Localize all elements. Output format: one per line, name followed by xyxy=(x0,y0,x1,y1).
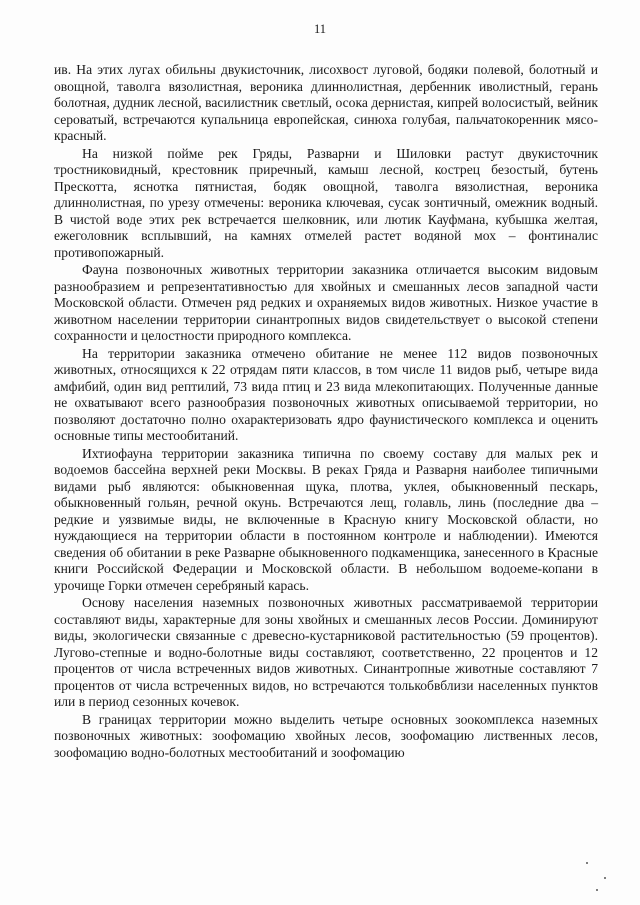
paragraph-3: Фауна позвоночных животных территории заказника отличается высоким видовым разнообразием и репрезентативностью для хвойных и смешанных лесов западной части Московской области. Отмечен ряд редких и охраняемых видов животных. Низкое участие в животном населении территории синантропных видов свидетельствует о высокой степени сохранности и целостности природного комплекса. xyxy=(54,262,598,343)
paragraph-7: В границах территории можно выделить четыре основных зоокомплекса наземных позвоночных животных: зоофомацию хвойных лесов, зоофомацию лиственных лесов, зоофомацию водно-болотных местообитаний и зоофомацию xyxy=(54,711,598,760)
paragraph-6: Основу населения наземных позвоночных животных рассматриваемой территории составляют виды, характерные для зоны хвойных и смешанных лесов России. Доминируют виды, экологически связанные с древесно-кустарниковой растительностью (59 процентов). Лугово-степные и водно-болотные виды составляют, соответственно, 22 процентов и 12 процентов от числа встреченных видов животных. Синантропные животные составляют 7 процентов от числа встреченных видов, но встречаются толькобвблизи населенных пунктов или в период сезонных кочевок. xyxy=(54,595,598,709)
paragraph-1: ив. На этих лугах обильны двукисточник, лисохвост луговой, бодяки полевой, болотный и овощной, таволга вязолистная, вероника длиннолистная, дербенник иволистный, герань болотная, дудник лесной, василистник светлый, осока дернистая, кипрей волосистый, вейник сероватый, встречаются купальница европейская, синюха голубая, пальчатокоренник мясо-красный. xyxy=(54,62,598,143)
paragraph-4: На территории заказника отмечено обитание не менее 112 видов позвоночных животных, относящихся к 22 отрядам пяти классов, в том числе 11 видов рыб, четыре вида амфибий, один вид рептилий, 73 вида птиц и 23 вида млекопитающих. Полученные данные не охватывают всего разнообразия позвоночных животных описываемой территории, но позволяют достаточно полно охарактеризовать ядро фаунистического комплекса и оценить основные типы местообитаний. xyxy=(54,345,598,443)
scan-speck xyxy=(596,889,598,891)
paragraph-2: На низкой пойме рек Гряды, Разварни и Шиловки растут двукисточник тростниковидный, крестовник приречный, камыш лесной, кострец безостый, бутень Прескотта, яснотка пятнистая, бодяк овощной, таволга вязолистная, вероника длиннолистная, по урезу отмечены: вероника ключевая, сусак зонтичный, омежник водный. В чистой воде этих рек встречается шелковник, или лютик Кауфмана, кубышка желтая, ежеголовник всплывший, на камнях отмелей растет водяной мох – фонтиналис противопожарный. xyxy=(54,145,598,260)
scan-speck xyxy=(604,877,606,879)
scan-speck xyxy=(586,862,588,864)
body-text xyxy=(54,62,598,762)
paragraph-5: Ихтиофауна территории заказника типична по своему составу для малых рек и водоемов бассейна верхней реки Москвы. В реках Гряда и Разварня наиболее типичными видами рыб являются: обыкновенная щука, плотва, уклея, обыкновенный пескарь, обыкновенный гольян, речной окунь. Встречаются лещ, голавль, линь (последние два – редкие и уязвимые виды, не включенные в Красную книгу Московской области, но нуждающиеся на территории области в постоянном контроле и наблюдении). Имеются сведения об обитании в реке Разварне обыкновенного подкаменщика, занесенного в Красные книги Российской Федерации и Московской области. В небольшом водоеме-копани в урочище Горки отмечен серебряный карась. xyxy=(54,445,598,593)
page-number: 11 xyxy=(313,22,327,36)
